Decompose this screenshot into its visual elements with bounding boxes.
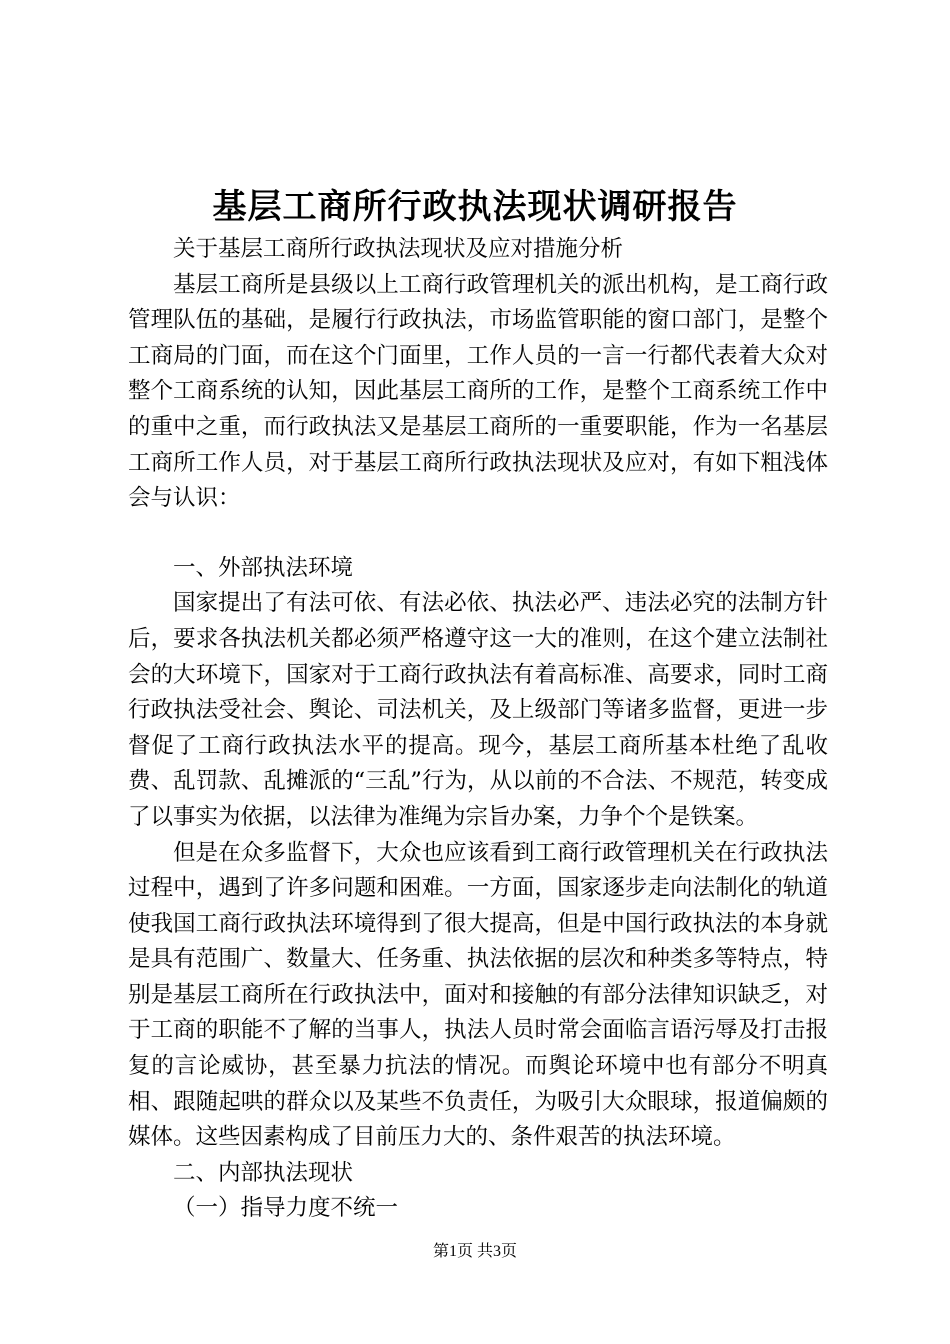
document-title: 基层工商所行政执法现状调研报告 xyxy=(212,187,738,227)
section-heading-external: 一、外部执法环境 xyxy=(173,554,354,581)
paragraph-intro: 基层工商所是县级以上工商行政管理机关的派出机构，是工商行政管理队伍的基础，是履行行政执法，市场监管职能的窗口部门，是整个工商局的门面，而在这个门面里，工作人员的一言一行都代表着大众对整个工商系统的认知，因此基层工商所的工作，是整个工商系统工作中的重中之重，而行政执法又是基层工商所的一重要职能，作为一名基层工商所工作人员，对于基层工商所行政执法现状及应对，有如下粗浅体会与认识： xyxy=(128,271,828,512)
document-subtitle: 关于基层工商所行政执法现状及应对措施分析 xyxy=(173,236,624,262)
subsection-heading-guidance: （一）指导力度不统一 xyxy=(173,1195,399,1222)
section-heading-internal: 二、内部执法现状 xyxy=(173,1159,354,1186)
document-body xyxy=(128,232,828,1227)
paragraph-external-1: 国家提出了有法可依、有法必依、执法必严、违法必究的法制方针后，要求各执法机关都必须严格遵守这一大的准则，在这个建立法制社会的大环境下，国家对于工商行政执法有着高标准、高要求，同时工商行政执法受社会、舆论、司法机关，及上级部门等诸多监督，更进一步督促了工商行政执法水平的提高。现今，基层工商所基本杜绝了乱收费、乱罚款、乱摊派的“三乱”行为，从以前的不合法、不规范，转变成了以事实为依据，以法律为准绳为宗旨办案，力争个个是铁案。 xyxy=(128,590,828,830)
page-footer: 第1页 共3页 xyxy=(432,1243,517,1260)
paragraph-external-2: 但是在众多监督下，大众也应该看到工商行政管理机关在行政执法过程中，遇到了许多问题和困难。一方面，国家逐步走向法制化的轨道使我国工商行政执法环境得到了很大提高，但是中国行政执法的本身就是具有范围广、数量大、任务重、执法依据的层次和种类多等特点，特别是基层工商所在行政执法中，面对和接触的有部分法律知识缺乏，对于工商的职能不了解的当事人，执法人员时常会面临言语污辱及打击报复的言论威协，甚至暴力抗法的情况。而舆论环境中也有部分不明真相、跟随起哄的群众以及某些不负责任，为吸引大众眼球，报道偏颇的媒体。这些因素构成了目前压力大的、条件艰苦的执法环境。 xyxy=(128,839,828,1151)
